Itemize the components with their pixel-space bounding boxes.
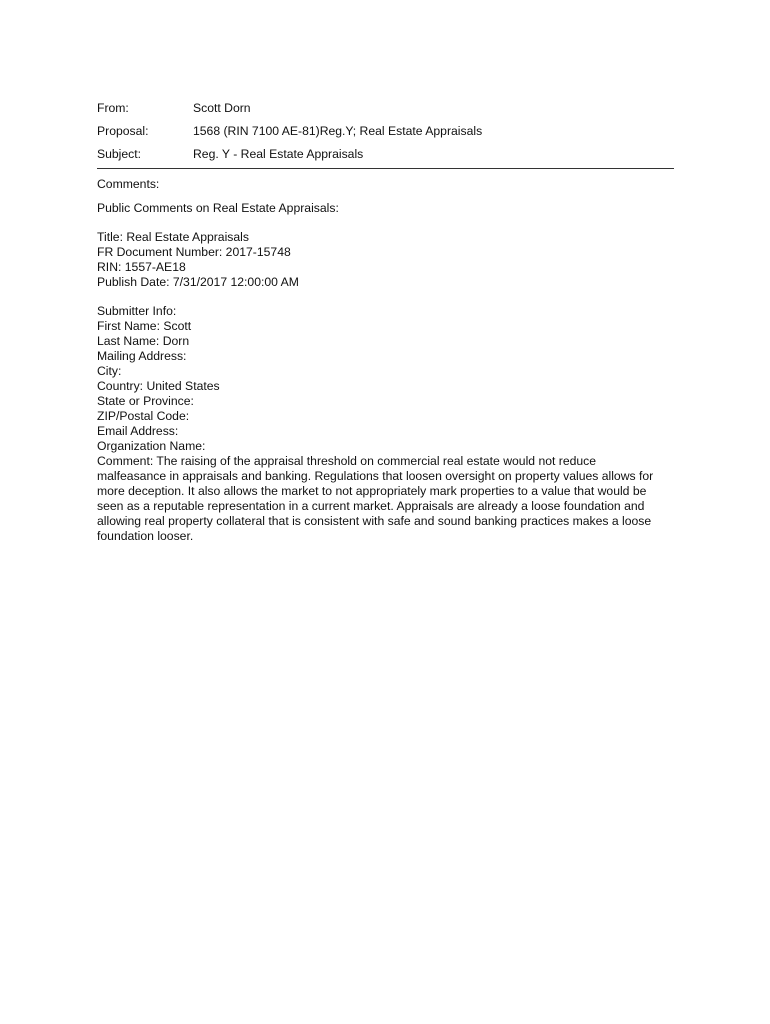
publish-date: Publish Date: 7/31/2017 12:00:00 AM — [97, 275, 299, 289]
last-name: Last Name: Dorn — [97, 334, 190, 348]
from-value: Scott Dorn — [193, 101, 251, 115]
subject-value: Reg. Y - Real Estate Appraisals — [193, 147, 364, 161]
state-or-province: State or Province: — [97, 394, 194, 408]
fr-document-number: FR Document Number: 2017-15748 — [97, 245, 291, 259]
mailing-address: Mailing Address: — [97, 349, 187, 363]
from-label: From: — [97, 101, 129, 115]
first-name: First Name: Scott — [97, 319, 192, 333]
subject-label: Subject: — [97, 147, 142, 161]
proposal-row — [97, 123, 675, 146]
rin: RIN: 1557-AE18 — [97, 260, 186, 274]
email-address: Email Address: — [97, 424, 179, 438]
document-info — [97, 230, 675, 290]
comments-label: Comments: — [97, 177, 160, 191]
proposal-value: 1568 (RIN 7100 AE-81)Reg.Y; Real Estate Appraisals — [193, 124, 483, 138]
subject-row — [97, 146, 675, 169]
city: City: — [97, 364, 122, 378]
country: Country: United States — [97, 379, 220, 393]
proposal-label: Proposal: — [97, 124, 149, 138]
submitter-info-heading: Submitter Info: — [97, 304, 177, 318]
comments-intro: Public Comments on Real Estate Appraisals: — [97, 201, 339, 215]
comment-body: Comment: The raising of the appraisal threshold on commercial real estate would not reduce malfeasance in appraisals and banking. Regulations that loosen oversight on property values allows for more deception. It also allows the market to not appropriately mark properties to a value that would be seen as a reputable representation in a current market. Appraisals are already a loose foundation and allowing real property collateral that is consistent with safe and sound banking practices makes a loose foundation looser. — [97, 454, 654, 543]
zip-postal-code: ZIP/Postal Code: — [97, 409, 190, 423]
from-row — [97, 100, 675, 123]
submitter-info — [97, 304, 675, 544]
document-title: Title: Real Estate Appraisals — [97, 230, 249, 244]
organization-name: Organization Name: — [97, 439, 206, 453]
comment-document — [97, 100, 675, 544]
